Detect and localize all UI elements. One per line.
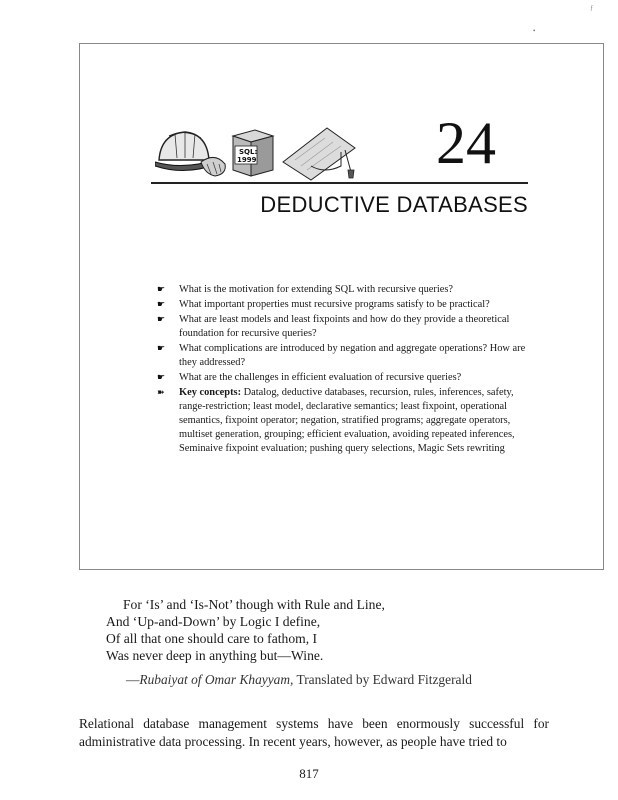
pointing-hand-icon: ☛ <box>157 373 166 383</box>
corner-mark: ƒ <box>590 4 594 12</box>
question-item <box>157 283 533 297</box>
key-concepts <box>157 386 533 456</box>
poem-line: Of all that one should care to fathom, I <box>106 631 318 646</box>
pointing-hand-icon: ☛ <box>157 344 166 354</box>
question-item <box>157 371 533 385</box>
page-number: 817 <box>299 766 319 781</box>
pointing-hand-icon: ☛ <box>157 315 166 325</box>
key-concepts-text: Datalog, deductive databases, recursion, rules, inferences, safety, range-restriction; least model, declarative semantics; least fixpoint, operational semantics, fixpoint operator; negation, stratified programs; aggregate operators, multiset generation, grouping; efficient evaluation, avoiding repeated inferences, Seminaive fixpoint evaluation; pushing query selections, Magic Sets rewriting <box>179 387 515 454</box>
question-text: What are least models and least fixpoints and how do they provide a theoretical foundation for recursive queries? <box>179 314 510 339</box>
body-paragraph: Relational database management systems have been enormously successful for administrative data processing. In recent years, however, as people have tried to <box>79 716 549 749</box>
question-text: What are the challenges in efficient evaluation of recursive queries? <box>179 372 462 383</box>
question-text: What important properties must recursive programs satisfy to be practical? <box>179 299 490 310</box>
epigraph-attribution <box>126 672 546 688</box>
attribution-dash: — <box>126 672 140 687</box>
epigraph-poem <box>106 596 526 664</box>
chapter-icons <box>155 122 365 182</box>
pointing-hand-icon: ☛ <box>157 285 166 295</box>
question-text: What complications are introduced by negation and aggregate operations? How are they addressed? <box>179 343 526 368</box>
attribution-translator: Translated by Edward Fitzgerald <box>296 672 472 687</box>
attribution-source: Rubaiyat of Omar Khayyam, <box>139 672 294 687</box>
title-rule <box>151 182 528 184</box>
sql-box-label-top: SQL: <box>239 148 258 156</box>
graduation-cap-icon <box>283 128 355 180</box>
poem-line: And ‘Up-and-Down’ by Logic I define, <box>106 614 321 629</box>
arrow-bullet-icon: ➽ <box>157 388 165 398</box>
hardhat-icon <box>155 132 225 176</box>
sql-box-label-bottom: 1999 <box>237 156 257 164</box>
sql-box-icon <box>233 130 273 176</box>
key-concepts-label: Key concepts: <box>179 387 242 398</box>
pointing-hand-icon: ☛ <box>157 300 166 310</box>
question-item <box>157 313 533 341</box>
chapter-title: DEDUCTIVE DATABASES <box>260 192 528 217</box>
question-item <box>157 342 533 370</box>
question-item <box>157 298 533 312</box>
poem-line: For ‘Is’ and ‘Is-Not’ though with Rule and Line, <box>123 597 385 612</box>
question-text: What is the motivation for extending SQL with recursive queries? <box>179 284 454 295</box>
chapter-number: 24 <box>436 110 496 176</box>
corner-dot: • <box>533 27 536 35</box>
poem-line: Was never deep in anything but—Wine. <box>106 648 324 663</box>
learning-questions <box>157 283 533 457</box>
